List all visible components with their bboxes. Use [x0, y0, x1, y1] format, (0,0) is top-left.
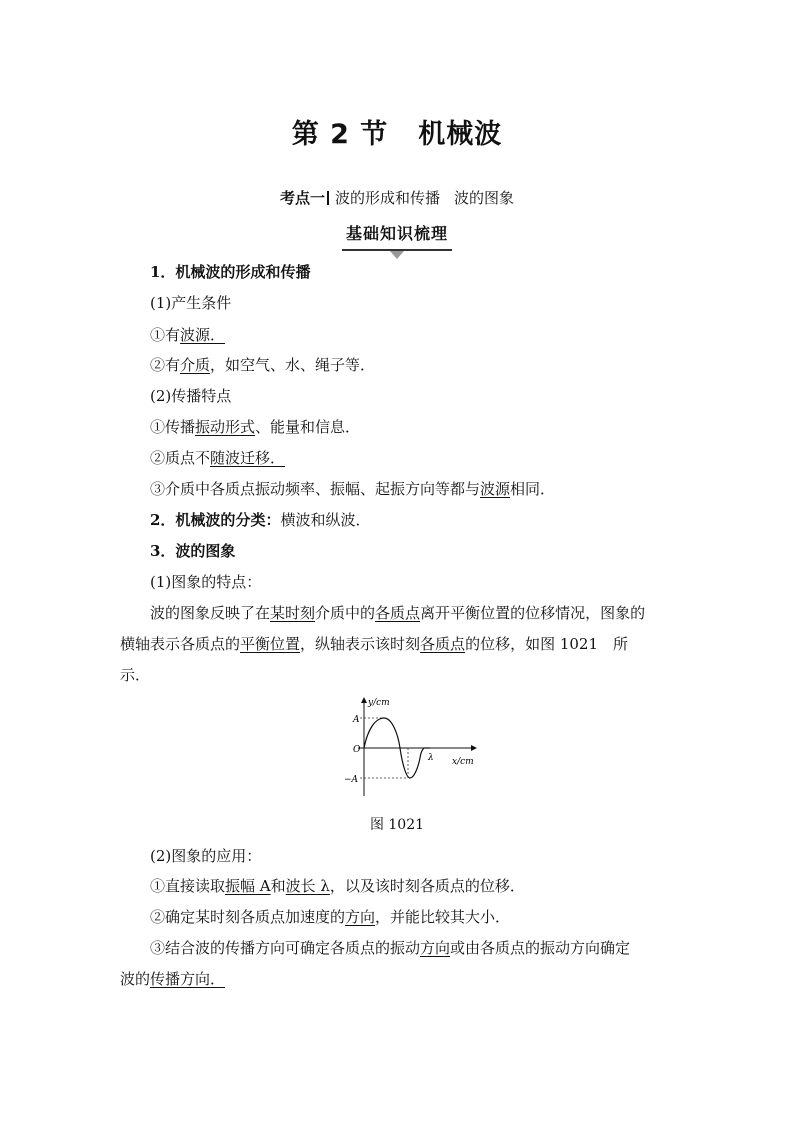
heading-2	[150, 510, 370, 530]
wave-graph	[338, 694, 478, 804]
neg-amplitude-label: −A	[344, 775, 359, 785]
para-text: 横轴表示各质点的	[120, 635, 241, 653]
item-text: ②质点不	[150, 449, 211, 467]
paragraph-line-1	[150, 603, 676, 623]
item-text: 波的	[120, 970, 151, 988]
para-text: 离开平衡位置的位移情况，图象的	[420, 604, 646, 622]
title-section-number: 第 2 节	[291, 119, 389, 150]
item-3b3-line-1	[150, 938, 680, 958]
item-3b3-line-2	[120, 969, 676, 989]
title-text: 机械波	[418, 119, 503, 150]
item-1b1	[150, 417, 360, 437]
topic-heading	[0, 187, 794, 208]
sub-heading-3b-text: (2)图象的应用：	[150, 847, 262, 865]
answer-blank: 波源	[480, 480, 511, 498]
figure-caption: 图 1021	[369, 817, 425, 833]
heading-3	[150, 541, 235, 561]
answer-blank: 某时刻	[270, 604, 316, 622]
item-text: ，并能比较其大小．	[375, 908, 511, 926]
heading-3-text: 3．波的图象	[150, 542, 236, 560]
y-axis-label: y/cm	[368, 698, 390, 708]
para-text: 的位移，如图 1021 所	[465, 635, 629, 653]
x-axis-label: x/cm	[452, 757, 474, 767]
answer-blank: 随波迁移．	[210, 449, 286, 467]
item-text: ①传播	[150, 418, 196, 436]
heading-2-body: 横波和纵波．	[280, 511, 371, 529]
page-title	[0, 112, 794, 151]
item-text: ，如空气、水、绳子等．	[210, 356, 376, 374]
item-3b2	[150, 907, 510, 927]
section-banner	[0, 219, 794, 251]
answer-blank: 介质	[180, 356, 211, 374]
para-text: 介质中的	[315, 604, 376, 622]
paragraph-line-2	[120, 634, 676, 654]
answer-blank: 振动形式	[195, 418, 256, 436]
answer-blank: 方向	[420, 939, 451, 957]
answer-blank: 各质点	[375, 604, 421, 622]
sub-heading-1a-text: (1)产生条件	[150, 294, 232, 312]
item-1a1	[150, 325, 225, 345]
item-text: 、能量和信息．	[255, 418, 361, 436]
answer-blank: 传播方向．	[150, 970, 226, 988]
topic-text-1: 波的形成和传播	[334, 189, 440, 207]
answer-blank: 各质点	[420, 635, 466, 653]
item-text: ②有	[150, 356, 181, 374]
para-text: 波的图象反映了在	[150, 604, 271, 622]
para-text: ，纵轴表示该时刻	[300, 635, 421, 653]
answer-blank: 波源．	[180, 326, 226, 344]
paragraph-line-3	[120, 665, 676, 685]
origin-label: O	[353, 745, 361, 755]
item-text: 和	[270, 877, 286, 895]
item-3b1	[150, 876, 525, 896]
item-text: ③结合波的传播方向可确定各质点的振动	[150, 939, 421, 957]
amplitude-label: A	[353, 715, 360, 725]
answer-blank: 波长 λ	[285, 877, 330, 895]
sub-heading-3b	[150, 846, 261, 866]
down-triangle-icon	[390, 251, 404, 259]
sub-heading-1a	[150, 293, 231, 313]
item-text: ②确定某时刻各质点加速度的	[150, 908, 346, 926]
item-1b2	[150, 448, 285, 468]
item-text: ③介质中各质点振动频率、振幅、起振方向等都与	[150, 480, 481, 498]
sub-heading-3a	[150, 572, 261, 592]
item-1a2	[150, 355, 375, 375]
item-text: ，以及该时刻各质点的位移．	[329, 877, 525, 895]
sub-heading-1b-text: (2)传播特点	[150, 387, 232, 405]
item-text: 或由各质点的振动方向确定	[450, 939, 631, 957]
wavelength-label: λ	[428, 753, 434, 763]
item-text: 相同．	[510, 480, 556, 498]
para-text: 示．	[120, 666, 151, 684]
answer-blank: 方向	[345, 908, 376, 926]
heading-2-text: 2．机械波的分类：	[150, 511, 281, 529]
banner-label: 基础知识梳理	[345, 224, 448, 243]
item-text: ①有	[150, 326, 181, 344]
sub-heading-1b	[150, 386, 231, 406]
answer-blank: 振幅 A	[225, 877, 271, 895]
heading-1	[150, 262, 310, 282]
heading-1-text: 1．机械波的形成和传播	[150, 263, 311, 281]
item-1b3	[150, 479, 555, 499]
wave-figure	[338, 694, 478, 808]
sub-heading-3a-text: (1)图象的特点：	[150, 573, 262, 591]
answer-blank: 平衡位置	[240, 635, 301, 653]
topic-divider	[327, 191, 329, 205]
topic-tag: 考点一	[279, 189, 325, 207]
item-text: ①直接读取	[150, 877, 226, 895]
topic-text-2: 波的图象	[454, 189, 515, 207]
